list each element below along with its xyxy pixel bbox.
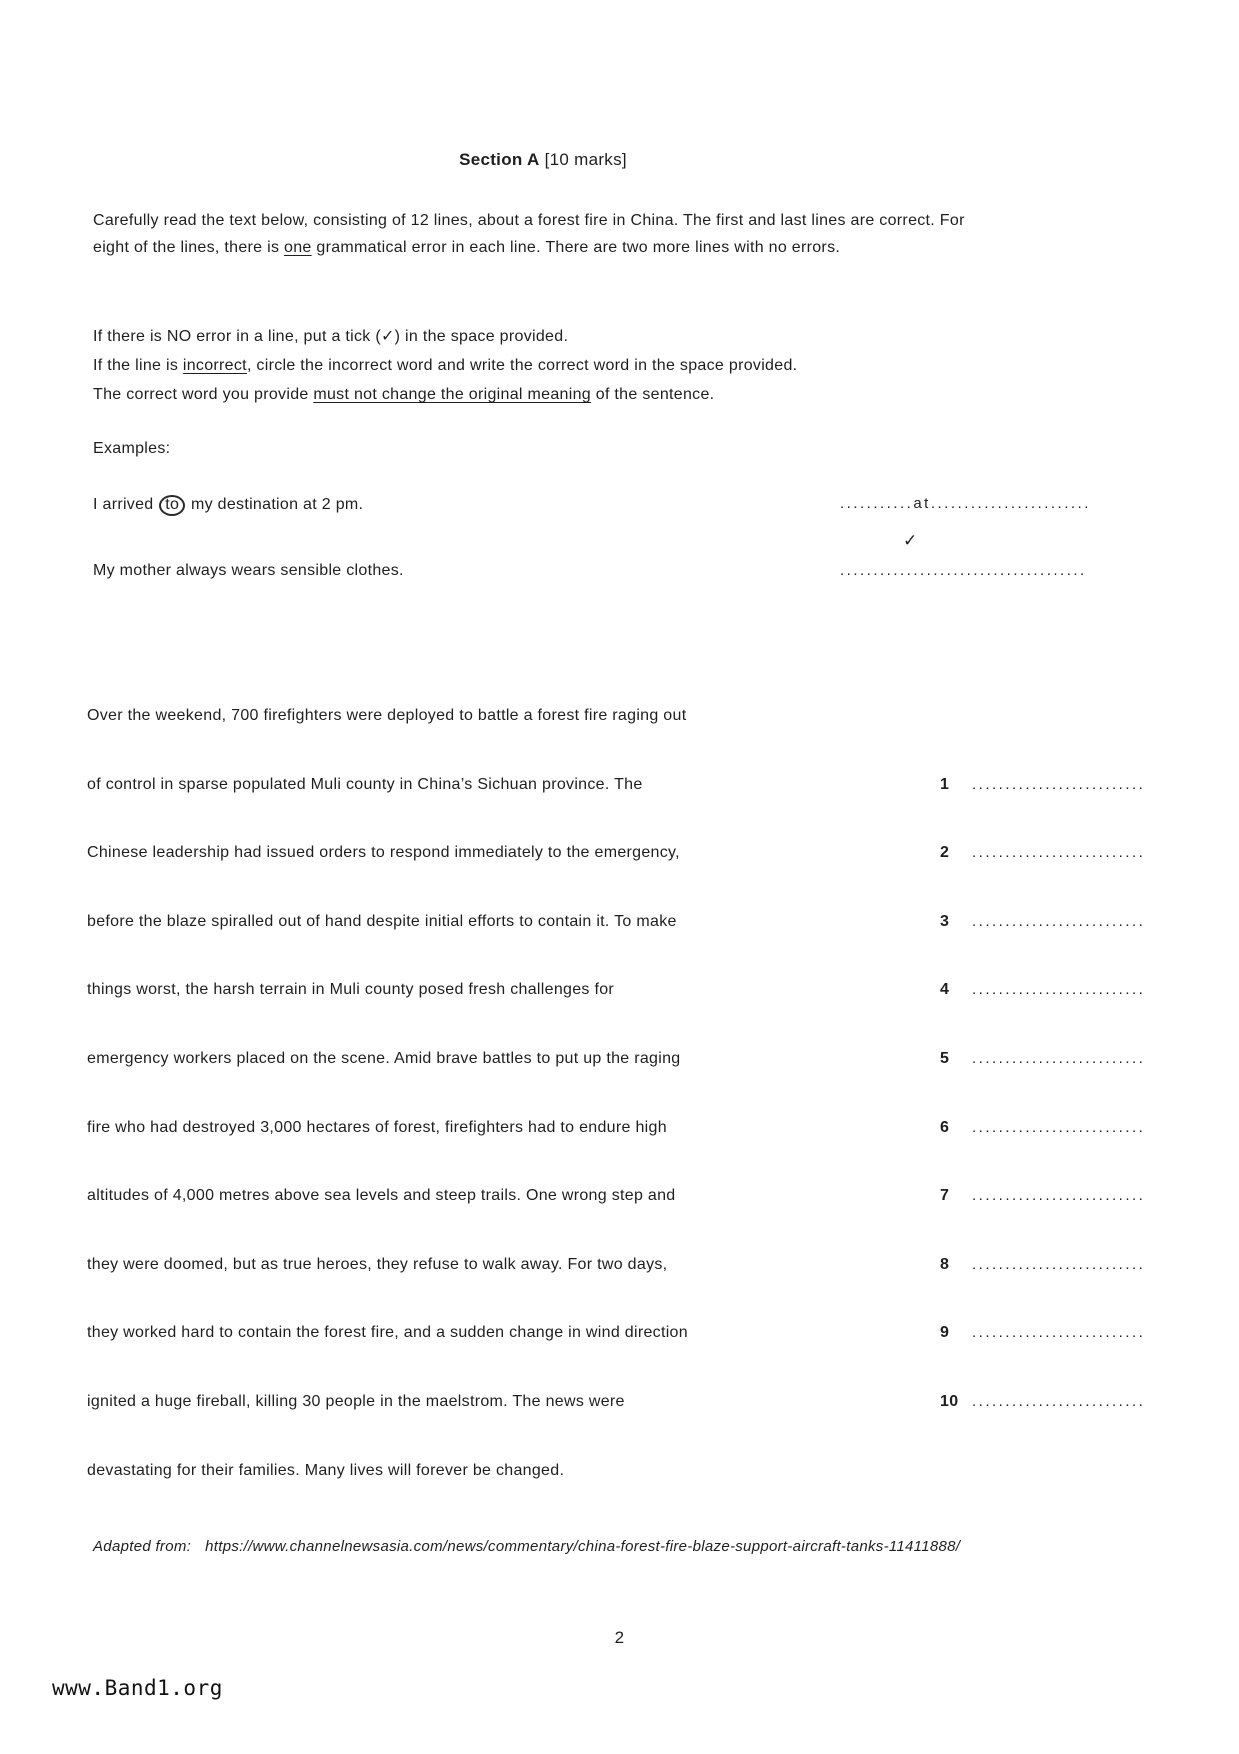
page-number: 2 (614, 1628, 625, 1647)
answer-dots: .......................... (972, 1255, 1146, 1273)
passage-line-text: ignited a huge fireball, killing 30 people in the maelstrom. The news were (87, 1392, 625, 1410)
instruction-line-3 (93, 380, 998, 409)
line-number: 1 (940, 775, 950, 793)
circled-word: to (159, 495, 185, 516)
instruction-line-3-text-1: The correct word you provide (93, 386, 314, 403)
instruction-line-2-underlined: incorrect (182, 357, 247, 374)
example-row-2 (93, 562, 1153, 580)
passage-line (87, 913, 1157, 982)
passage-line (87, 981, 1157, 1050)
answer-dots: .......................... (972, 981, 1146, 999)
section-title: Section A (459, 150, 540, 169)
watermark: www.Band1.org (52, 1676, 223, 1700)
passage-line-text: they worked hard to contain the forest fire, and a sudden change in wind direction (87, 1324, 688, 1342)
passage-line-text: emergency workers placed on the scene. Amid brave battles to put up the raging (87, 1049, 681, 1067)
instructions-paragraph (93, 322, 998, 409)
instruction-line-3-underlined: must not change the original meaning (313, 386, 591, 403)
passage-line (87, 844, 1157, 913)
answer-dots: .......................... (972, 844, 1146, 862)
passage-line (87, 707, 1157, 776)
passage-line-text: devastating for their families. Many lives will forever be changed. (87, 1461, 565, 1479)
answer-dots: .......................... (972, 1324, 1146, 1342)
answer-dots: .......................... (972, 912, 1146, 930)
passage-line-text: they were doomed, but as true heroes, they refuse to walk away. For two days, (87, 1255, 668, 1273)
passage-line-text: of control in sparse populated Muli county in China’s Sichuan province. The (87, 775, 643, 793)
passage (87, 707, 1157, 1530)
source-label: Adapted from: (93, 1538, 192, 1555)
line-number: 7 (940, 1187, 950, 1205)
passage-line (87, 1462, 1157, 1531)
instruction-line-1-text: If there is NO error in a line, put a tick (✓) in the space provided. (93, 328, 569, 345)
intro-underlined-word: one (284, 239, 312, 256)
example-1-answer-line: ...........at........................ (840, 495, 1091, 512)
answer-dots: .......................... (972, 1392, 1146, 1410)
example-1-text-2: my destination at 2 pm. (186, 496, 364, 513)
passage-line (87, 1119, 1157, 1188)
passage-line (87, 1256, 1157, 1325)
passage-line (87, 1393, 1157, 1462)
intro-paragraph (93, 207, 998, 261)
intro-text-2: grammatical error in each line. There are two more lines with no errors. (311, 239, 841, 256)
line-number: 5 (940, 1049, 950, 1067)
answer-dots: .......................... (972, 1049, 1146, 1067)
passage-line-text: before the blaze spiralled out of hand despite initial efforts to contain it. To make (87, 912, 677, 930)
line-number: 10 (940, 1392, 959, 1410)
line-number: 2 (940, 844, 950, 862)
answer-dots: .......................... (972, 1118, 1146, 1136)
line-number: 8 (940, 1255, 950, 1273)
instruction-line-1 (93, 322, 998, 351)
source-url: https://www.channelnewsasia.com/news/commentary/china-forest-fire-blaze-support-aircraft-tanks-11411888/ (205, 1538, 961, 1555)
passage-line-text: altitudes of 4,000 metres above sea levels and steep trails. One wrong step and (87, 1187, 676, 1205)
passage-line (87, 1187, 1157, 1256)
passage-line (87, 776, 1157, 845)
section-heading (93, 150, 993, 170)
source-citation (93, 1538, 1193, 1555)
tick-mark: ✓ (903, 531, 918, 550)
line-number: 9 (940, 1324, 950, 1342)
instruction-line-2 (93, 351, 998, 380)
example-1-text-1: I arrived (93, 496, 159, 513)
section-marks: [10 marks] (539, 150, 627, 169)
intro-text-1: Carefully read the text below, consisting of 12 lines, about a forest fire in China. The first and last lines are correct. For eight of the lines, there is (93, 212, 965, 256)
answer-dots: .......................... (972, 775, 1146, 793)
example-2-text: My mother always wears sensible clothes. (93, 562, 404, 579)
line-number: 3 (940, 912, 950, 930)
example-2-answer-line: ..................................... (840, 562, 1087, 579)
passage-line-text: Over the weekend, 700 firefighters were deployed to battle a forest fire raging out (87, 707, 687, 724)
line-number: 4 (940, 981, 950, 999)
examples-label: Examples: (93, 440, 171, 457)
example-row-1 (93, 495, 1153, 516)
passage-line-text: things worst, the harsh terrain in Muli county posed fresh challenges for (87, 981, 615, 999)
passage-line (87, 1324, 1157, 1393)
passage-line (87, 1050, 1157, 1119)
passage-line-text: fire who had destroyed 3,000 hectares of forest, firefighters had to endure high (87, 1118, 667, 1136)
instruction-line-3-text-2: of the sentence. (591, 386, 715, 403)
instruction-line-2-text-1: If the line is (93, 357, 183, 374)
line-number: 6 (940, 1118, 950, 1136)
answer-dots: .......................... (972, 1187, 1146, 1205)
instruction-line-2-text-2: , circle the incorrect word and write the correct word in the space provided. (246, 357, 798, 374)
passage-line-text: Chinese leadership had issued orders to respond immediately to the emergency, (87, 844, 680, 862)
